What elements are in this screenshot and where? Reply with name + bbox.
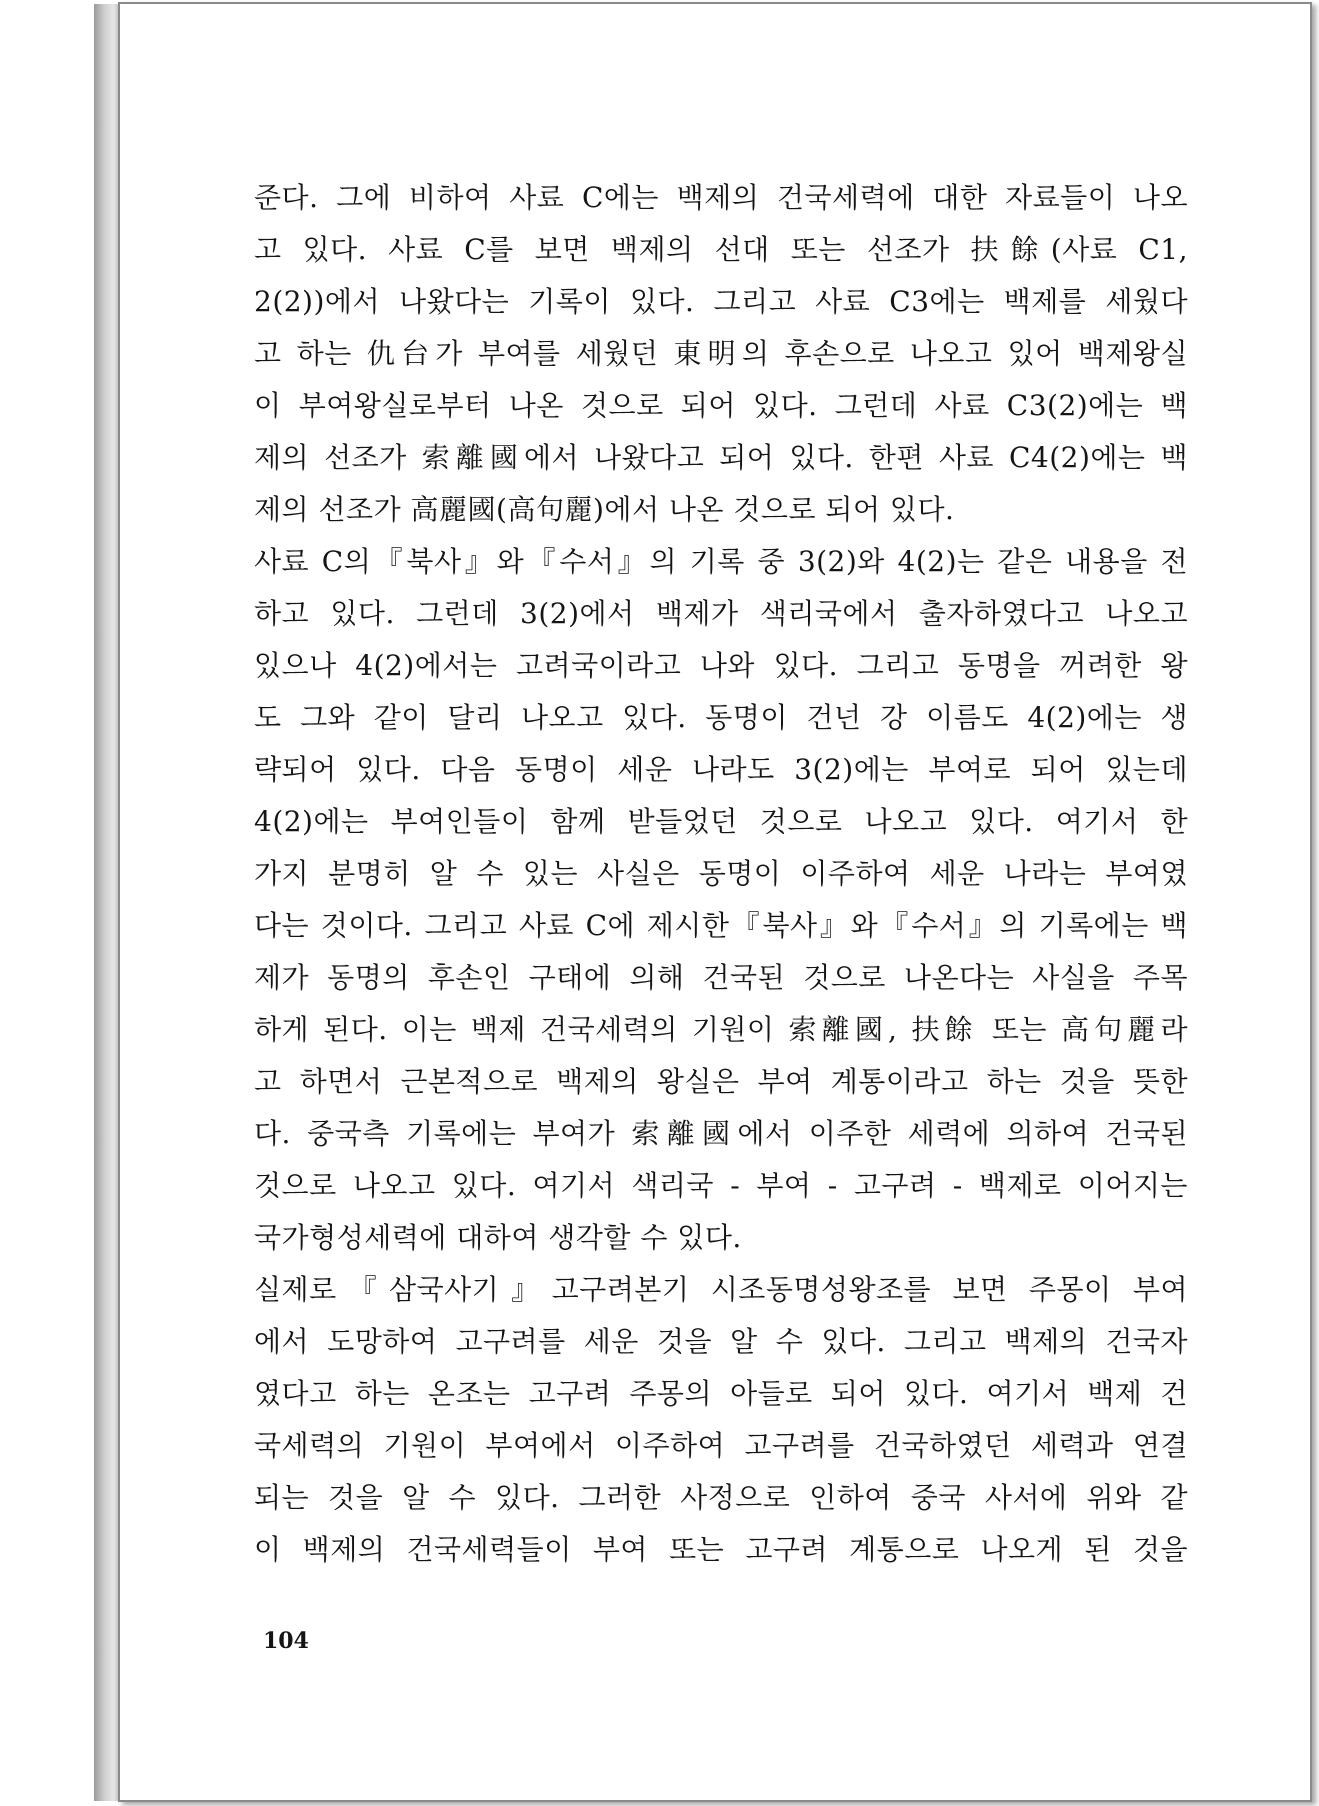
book-spine <box>94 4 120 1801</box>
text-line: 고 하면서 근본적으로 백제의 왕실은 부여 계통이라고 하는 것을 뜻한 <box>254 1065 1188 1098</box>
text-line: 다. 중국측 기록에는 부여가 索離國에서 이주한 세력에 의하여 건국된 <box>254 1117 1188 1150</box>
text-line: 국가형성세력에 대하여 생각할 수 있다. <box>254 1221 742 1254</box>
text-line: 에서 도망하여 고구려를 세운 것을 알 수 있다. 그리고 백제의 건국자 <box>254 1325 1188 1358</box>
text-line: 였다고 하는 온조는 고구려 주몽의 아들로 되어 있다. 여기서 백제 건 <box>254 1377 1188 1410</box>
text-line: 사료 C의『북사』와『수서』의 기록 중 3(2)와 4(2)는 같은 내용을 전 <box>254 545 1188 578</box>
text-line: 하게 된다. 이는 백제 건국세력의 기원이 索離國, 扶餘 또는 高句麗라 <box>254 1013 1188 1046</box>
text-line: 되는 것을 알 수 있다. 그러한 사정으로 인하여 중국 사서에 위와 같 <box>254 1481 1188 1514</box>
text-line: 다는 것이다. 그리고 사료 C에 제시한『북사』와『수서』의 기록에는 백 <box>254 909 1188 942</box>
text-line: 하고 있다. 그런데 3(2)에서 백제가 색리국에서 출자하였다고 나오고 <box>254 597 1188 630</box>
text-line: 가지 분명히 알 수 있는 사실은 동명이 이주하여 세운 나라는 부여였 <box>254 857 1188 890</box>
text-line: 4(2)에는 부여인들이 함께 받들었던 것으로 나오고 있다. 여기서 한 <box>254 805 1188 838</box>
text-line: 제의 선조가 索離國에서 나왔다고 되어 있다. 한편 사료 C4(2)에는 백 <box>254 441 1188 474</box>
text-line: 국세력의 기원이 부여에서 이주하여 고구려를 건국하였던 세력과 연결 <box>254 1429 1188 1462</box>
text-line: 이 백제의 건국세력들이 부여 또는 고구려 계통으로 나오게 된 것을 <box>254 1533 1188 1566</box>
text-line: 고 하는 仇台가 부여를 세웠던 東明의 후손으로 나오고 있어 백제왕실 <box>254 337 1188 370</box>
text-line: 이 부여왕실로부터 나온 것으로 되어 있다. 그런데 사료 C3(2)에는 백 <box>254 389 1188 422</box>
page-number: 104 <box>263 1628 309 1654</box>
text-line: 실제로『삼국사기』고구려본기 시조동명성왕조를 보면 주몽이 부여 <box>254 1273 1188 1306</box>
text-line: 준다. 그에 비하여 사료 C에는 백제의 건국세력에 대한 자료들이 나오 <box>254 181 1188 214</box>
text-line: 제의 선조가 高麗國(高句麗)에서 나온 것으로 되어 있다. <box>254 493 955 526</box>
text-line: 있으나 4(2)에서는 고려국이라고 나와 있다. 그리고 동명을 꺼려한 왕 <box>254 649 1188 682</box>
text-line: 도 그와 같이 달리 나오고 있다. 동명이 건넌 강 이름도 4(2)에는 생 <box>254 701 1188 734</box>
text-line: 제가 동명의 후손인 구태에 의해 건국된 것으로 나온다는 사실을 주목 <box>254 961 1188 994</box>
body-text <box>254 172 1188 1576</box>
text-line: 2(2))에서 나왔다는 기록이 있다. 그리고 사료 C3에는 백제를 세웠다 <box>254 285 1188 318</box>
text-line: 고 있다. 사료 C를 보면 백제의 선대 또는 선조가 扶餘(사료 C1, <box>254 233 1188 266</box>
text-line: 략되어 있다. 다음 동명이 세운 나라도 3(2)에는 부여로 되어 있는데 <box>254 753 1188 786</box>
text-line: 것으로 나오고 있다. 여기서 색리국 - 부여 - 고구려 - 백제로 이어지는 <box>254 1169 1188 1202</box>
